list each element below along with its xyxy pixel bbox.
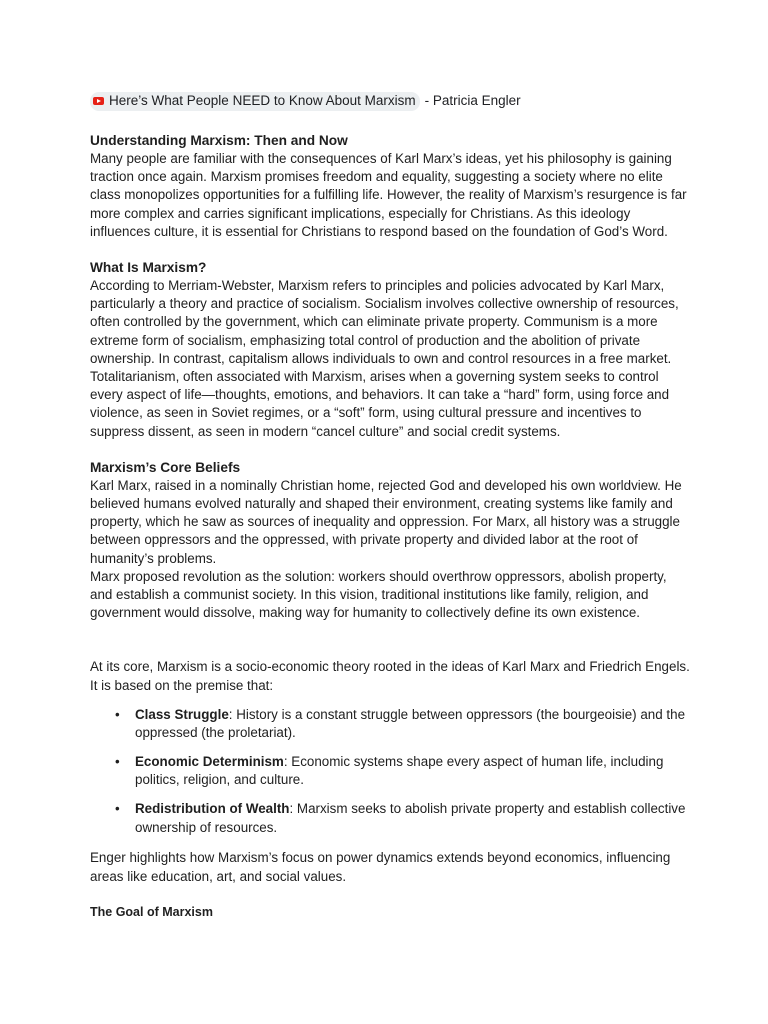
intro-paragraph: At its core, Marxism is a socio-economic theory rooted in the ideas of Karl Marx and Friedrich Engels. It is based on the premise that: — [90, 659, 690, 694]
video-link-chip[interactable] — [90, 92, 420, 111]
list-item — [116, 753, 690, 790]
document-body — [90, 91, 690, 921]
list-item — [116, 800, 690, 837]
section-paragraph: According to Merriam-Webster, Marxism refers to principles and policies advocated by Karl Marx, particularly a theory and practice of socialism. Socialism involves collective ownership of resources, often controlled by the government, which can eliminate private property. Communism is a more extreme form of socialism, emphasizing total control of production and the abolition of private ownership. In contrast, capitalism allows individuals to own and control resources in a free market. Totalitarianism, often associated with Marxism, arises when a governing system seeks to control every aspect of life—thoughts, emotions, and behaviors. It can take a “hard” form, using force and violence, as seen in Soviet regimes, or a “soft” form, using cultural pressure and incentives to suppress dissent, as seen in modern “cancel culture” and social credit systems. — [90, 278, 679, 439]
section-heading-then-and-now: Understanding Marxism: Then and Now — [90, 133, 348, 148]
closing-paragraph: Enger highlights how Marxism’s focus on power dynamics extends beyond economics, influencing areas like education, art, and social values. — [90, 850, 671, 884]
section-paragraph: Marx proposed revolution as the solution: workers should overthrow oppressors, abolish property, and establish a communist society. In this vision, traditional institutions like family, religion, and government would dissolve, making way for humanity to collectively define its own existence. — [90, 568, 667, 621]
list-item-text: : Economic systems shape every aspect of human life, including politics, religion, and culture. — [135, 753, 664, 788]
section-heading-what-is-marxism: What Is Marxism? — [90, 260, 207, 276]
youtube-icon — [93, 97, 104, 105]
bullet-icon: • — [115, 753, 120, 769]
list-item-text: : History is a constant struggle between oppressors (the bourgeoisie) and the oppressed (the proletariat). — [135, 706, 686, 741]
list-item-term: Class Struggle — [135, 706, 229, 722]
video-link-label[interactable]: Here’s What People NEED to Know About Marxism — [109, 93, 416, 108]
section-heading-core-beliefs: Marxism’s Core Beliefs — [90, 459, 241, 475]
list-item-term: Redistribution of Wealth — [135, 801, 290, 817]
bullet-icon: • — [115, 706, 120, 722]
section-heading-goal: The Goal of Marxism — [90, 905, 213, 920]
section-paragraph: Karl Marx, raised in a nominally Christian home, rejected God and developed his own worldview. He believed humans evolved naturally and shaped their environment, creating systems like family and property, which he saw as sources of inequality and oppression. For Marx, all history was a struggle between oppressors and the oppressed, with private property and divided labor at the root of humanity’s problems. — [90, 477, 682, 566]
section-paragraph: Many people are familiar with the consequences of Karl Marx’s ideas, yet his philosophy is gaining traction once again. Marxism promises freedom and equality, suggesting a society where no elite class monopolizes opportunities for a fulfilling life. However, the reality of Marxism’s resurgence is far more complex and carries significant implications, especially for Christians. As this ideology influences culture, it is essential for Christians to respond based on the foundation of God’s Word. — [90, 151, 687, 239]
bullet-icon: • — [115, 801, 120, 817]
source-line — [90, 91, 690, 111]
beliefs-list — [90, 706, 690, 838]
list-item-term: Economic Determinism — [135, 753, 284, 769]
list-item — [116, 706, 690, 743]
source-author: - Patricia Engler — [424, 93, 521, 108]
list-item-text: : Marxism seeks to abolish private property and establish collective ownership of resources. — [135, 801, 686, 835]
